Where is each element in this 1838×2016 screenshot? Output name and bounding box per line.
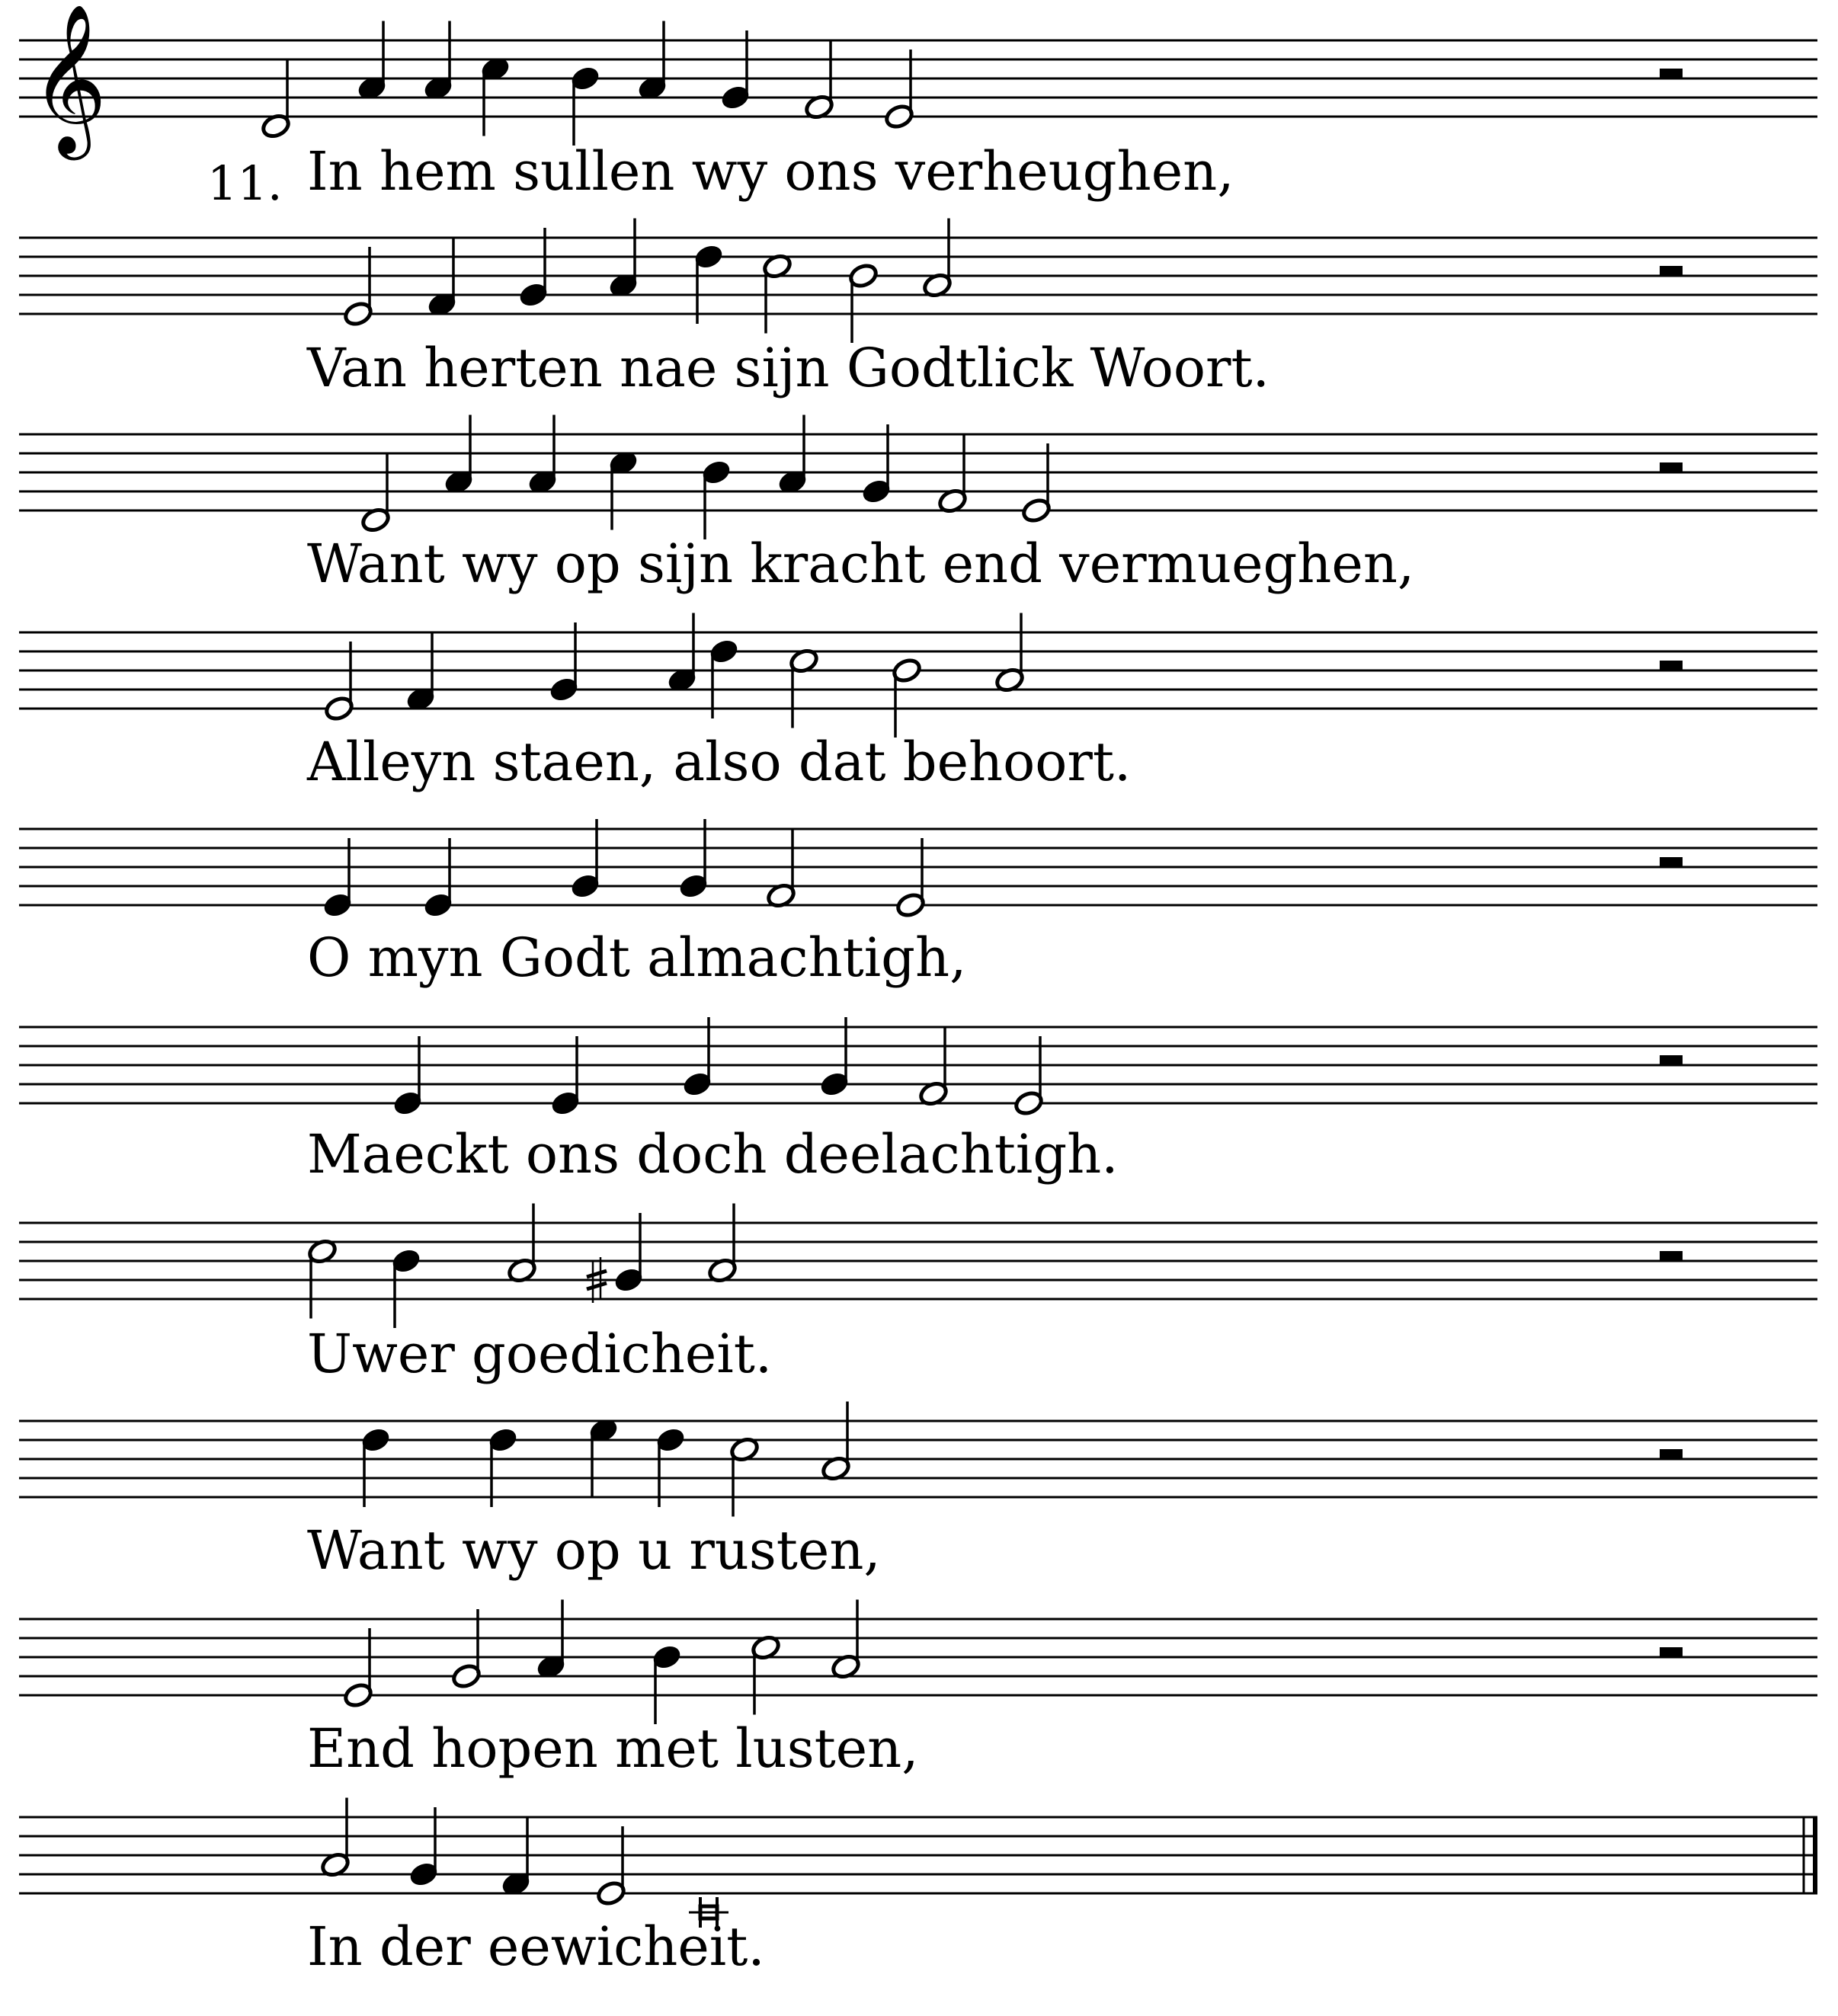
note — [587, 1213, 644, 1303]
staff-system — [19, 1798, 1817, 1928]
staff-system — [19, 1402, 1817, 1517]
note — [427, 238, 458, 318]
note — [480, 55, 511, 136]
note — [682, 1017, 713, 1098]
note — [819, 1017, 850, 1098]
note — [652, 1643, 683, 1724]
note — [693, 243, 725, 324]
note — [762, 252, 793, 333]
note — [570, 819, 601, 900]
note — [937, 434, 969, 515]
lyric-line: Van herten nae sijn Godtlick Woort. — [307, 337, 1270, 399]
note — [1013, 1036, 1045, 1117]
note — [667, 613, 698, 694]
note — [596, 1826, 627, 1907]
note — [720, 30, 751, 111]
note — [804, 40, 835, 121]
note — [637, 21, 668, 102]
half-rest-icon — [1660, 266, 1683, 276]
note — [608, 449, 639, 530]
note — [655, 1426, 687, 1507]
note — [789, 647, 820, 728]
note — [527, 415, 559, 496]
half-rest-icon — [1660, 1647, 1683, 1657]
note — [678, 819, 709, 900]
note — [550, 1036, 581, 1117]
staff-system — [19, 3, 1817, 160]
note — [549, 622, 580, 703]
half-rest-icon — [1660, 1251, 1683, 1261]
treble-clef-icon: 𝄞 — [30, 3, 107, 154]
note — [709, 638, 740, 718]
note — [707, 1204, 738, 1285]
lyric-line: End hopen met lusten, — [307, 1717, 919, 1780]
note — [322, 838, 354, 919]
note — [1021, 443, 1052, 524]
staff-system — [19, 1204, 1817, 1329]
note — [391, 1247, 422, 1328]
note — [570, 65, 601, 146]
half-rest-icon — [1660, 462, 1683, 472]
note — [405, 632, 437, 713]
note — [918, 1027, 949, 1108]
note — [892, 657, 923, 738]
staff-system — [19, 819, 1817, 919]
lyric-line: Want wy op sijn kracht end vermueghen, — [307, 533, 1415, 595]
staff-system — [19, 1017, 1817, 1117]
staff-system — [19, 219, 1817, 344]
half-rest-icon — [1660, 1055, 1683, 1065]
note — [777, 415, 809, 496]
staff-system — [19, 415, 1817, 540]
note — [488, 1426, 519, 1507]
note — [343, 1628, 374, 1709]
note — [729, 1435, 760, 1516]
lyric-line: Alleyn staen, also dat behoort. — [307, 731, 1132, 793]
note — [518, 228, 549, 309]
note — [588, 1416, 620, 1497]
note — [751, 1634, 782, 1714]
note — [922, 219, 953, 299]
note — [360, 1426, 392, 1507]
note — [536, 1600, 567, 1681]
note — [261, 59, 292, 140]
note — [895, 838, 927, 919]
lyric-line: Uwer goedicheit. — [307, 1323, 773, 1385]
note — [766, 829, 797, 910]
note — [994, 613, 1026, 694]
note — [408, 1807, 440, 1888]
lyric-line: In hem sullen wy ons verheughen, — [307, 140, 1234, 203]
half-rest-icon — [1660, 69, 1683, 78]
note — [507, 1204, 538, 1285]
note — [343, 247, 374, 328]
note — [320, 1798, 351, 1879]
note — [443, 415, 475, 496]
note — [501, 1817, 532, 1898]
lyric-line: Maeckt ons doch deelachtigh. — [307, 1123, 1119, 1186]
note — [608, 219, 639, 299]
half-rest-icon — [1660, 1449, 1683, 1459]
note — [360, 453, 392, 534]
note — [324, 642, 355, 722]
note — [423, 838, 454, 919]
verse-number: 11. — [207, 155, 283, 211]
lyric-line: O myn Godt almachtigh, — [307, 926, 967, 989]
note — [884, 50, 915, 130]
staff-system — [19, 613, 1817, 738]
note — [357, 21, 388, 102]
note — [392, 1036, 424, 1117]
note — [701, 459, 732, 539]
note — [831, 1600, 862, 1681]
note — [451, 1609, 482, 1690]
note — [821, 1402, 852, 1483]
lyric-line: In der eewicheit. — [307, 1915, 765, 1978]
half-rest-icon — [1660, 661, 1683, 670]
note — [423, 21, 454, 102]
note — [307, 1237, 338, 1318]
note — [848, 262, 879, 343]
staff-system — [19, 1600, 1817, 1725]
lyric-line: Want wy op u rusten, — [307, 1519, 881, 1582]
note — [861, 424, 892, 505]
half-rest-icon — [1660, 857, 1683, 867]
